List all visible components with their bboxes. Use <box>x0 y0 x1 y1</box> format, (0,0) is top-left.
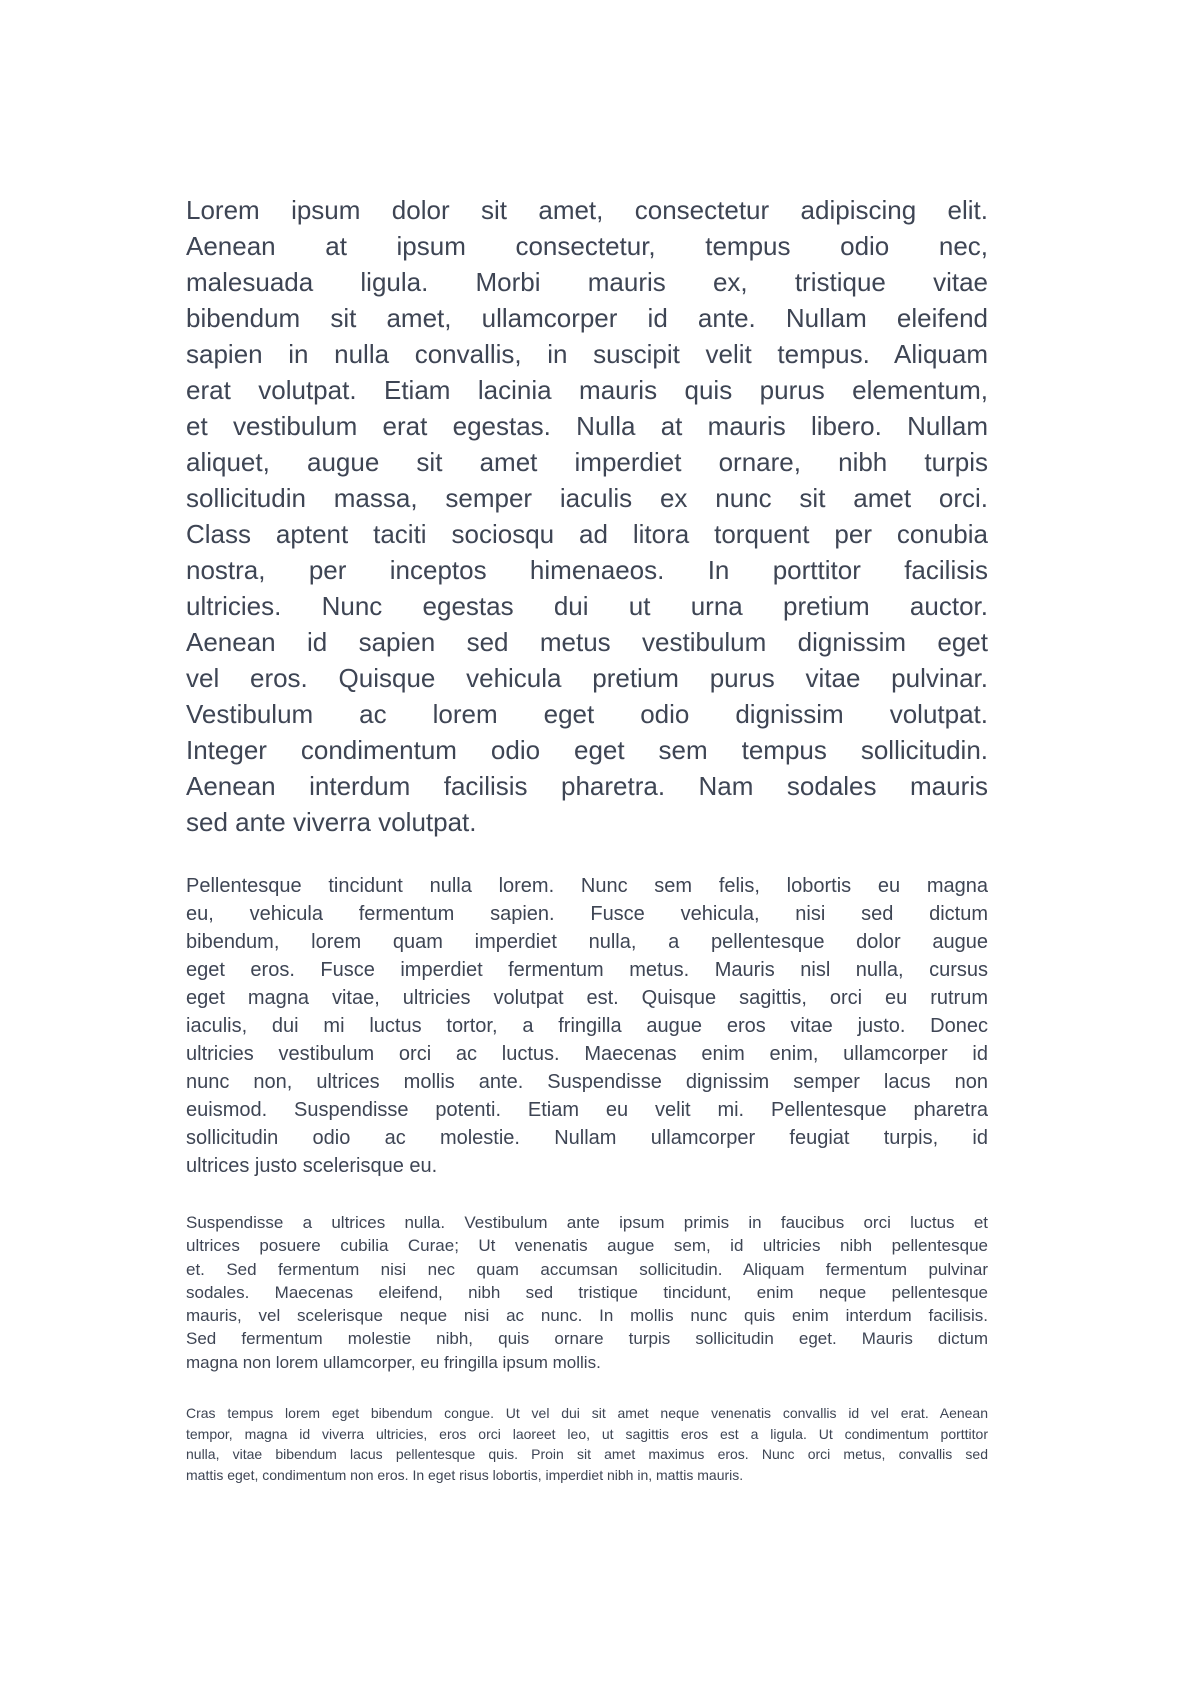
text-line: aliquet, augue sit amet imperdiet ornare, nibh turpis <box>186 447 988 477</box>
text-line: malesuada ligula. Morbi mauris ex, tristique vitae <box>186 267 988 297</box>
text-line: vel eros. Quisque vehicula pretium purus vitae pulvinar. <box>186 663 988 693</box>
text-line: Suspendisse a ultrices nulla. Vestibulum ante ipsum primis in faucibus orci luctus et <box>186 1213 988 1232</box>
text-line: nunc non, ultrices mollis ante. Suspendisse dignissim semper lacus non <box>186 1071 988 1093</box>
text-content-area <box>186 192 988 1486</box>
text-line: eget eros. Fusce imperdiet fermentum metus. Mauris nisl nulla, cursus <box>186 959 988 981</box>
text-line: Aenean id sapien sed metus vestibulum dignissim eget <box>186 627 988 657</box>
text-line: tempor, magna id viverra ultricies, eros orci laoreet leo, ut sagittis eros est a ligula. Ut condimentum porttitor <box>186 1425 988 1442</box>
text-line: eget magna vitae, ultricies volutpat est. Quisque sagittis, orci eu rutrum <box>186 987 988 1009</box>
text-line: Pellentesque tincidunt nulla lorem. Nunc sem felis, lobortis eu magna <box>186 875 988 897</box>
paragraph-2 <box>186 872 988 1180</box>
text-line: Aenean at ipsum consectetur, tempus odio nec, <box>186 231 988 261</box>
text-line: mauris, vel scelerisque neque nisi ac nunc. In mollis nunc quis enim interdum facilisis. <box>186 1306 988 1326</box>
text-line: sed ante viverra volutpat. <box>186 807 477 837</box>
paragraph-4 <box>186 1403 988 1486</box>
text-line: ultricies. Nunc egestas dui ut urna pretium auctor. <box>186 591 988 621</box>
paragraph-1 <box>186 192 988 840</box>
text-line: erat volutpat. Etiam lacinia mauris quis purus elementum, <box>186 375 988 405</box>
text-line: eu, vehicula fermentum sapien. Fusce vehicula, nisi sed dictum <box>186 903 988 925</box>
text-line: ultricies vestibulum orci ac luctus. Maecenas enim enim, ullamcorper id <box>186 1043 988 1065</box>
text-line: sodales. Maecenas eleifend, nibh sed tristique tincidunt, enim neque pellentesque <box>186 1282 988 1302</box>
text-line: iaculis, dui mi luctus tortor, a fringilla augue eros vitae justo. Donec <box>186 1015 988 1037</box>
text-line: nostra, per inceptos himenaeos. In porttitor facilisis <box>186 555 988 585</box>
text-line: sollicitudin odio ac molestie. Nullam ullamcorper feugiat turpis, id <box>186 1127 988 1149</box>
text-line: Integer condimentum odio eget sem tempus sollicitudin. <box>186 735 988 765</box>
text-line: ultrices posuere cubilia Curae; Ut venenatis augue sem, id ultricies nibh pellentesque <box>186 1236 988 1256</box>
text-line: Aenean interdum facilisis pharetra. Nam sodales mauris <box>186 771 988 801</box>
text-line: Cras tempus lorem eget bibendum congue. Ut vel dui sit amet neque venenatis convallis id vel erat. Aenean <box>186 1405 988 1422</box>
text-line: sapien in nulla convallis, in suscipit velit tempus. Aliquam <box>186 339 988 369</box>
text-line: magna non lorem ullamcorper, eu fringilla ipsum mollis. <box>186 1352 601 1372</box>
paragraph-3 <box>186 1211 988 1374</box>
text-line: bibendum sit amet, ullamcorper id ante. Nullam eleifend <box>186 303 988 333</box>
text-line: mattis eget, condimentum non eros. In eget risus lobortis, imperdiet nibh in, mattis mauris. <box>186 1467 744 1484</box>
text-line: sollicitudin massa, semper iaculis ex nunc sit amet orci. <box>186 483 988 513</box>
text-line: ultrices justo scelerisque eu. <box>186 1155 438 1177</box>
text-line: et vestibulum erat egestas. Nulla at mauris libero. Nullam <box>186 411 988 441</box>
text-line: euismod. Suspendisse potenti. Etiam eu velit mi. Pellentesque pharetra <box>186 1099 988 1121</box>
text-line: bibendum, lorem quam imperdiet nulla, a pellentesque dolor augue <box>186 931 988 953</box>
text-line: nulla, vitae bibendum lacus pellentesque quis. Proin sit amet maximus eros. Nunc orci metus, convallis sed <box>186 1446 988 1463</box>
text-line: Class aptent taciti sociosqu ad litora torquent per conubia <box>186 519 988 549</box>
text-line: Lorem ipsum dolor sit amet, consectetur adipiscing elit. <box>186 195 988 225</box>
text-line: et. Sed fermentum nisi nec quam accumsan sollicitudin. Aliquam fermentum pulvinar <box>186 1259 988 1279</box>
text-line: Vestibulum ac lorem eget odio dignissim volutpat. <box>186 699 988 729</box>
text-line: Sed fermentum molestie nibh, quis ornare turpis sollicitudin eget. Mauris dictum <box>186 1329 988 1349</box>
